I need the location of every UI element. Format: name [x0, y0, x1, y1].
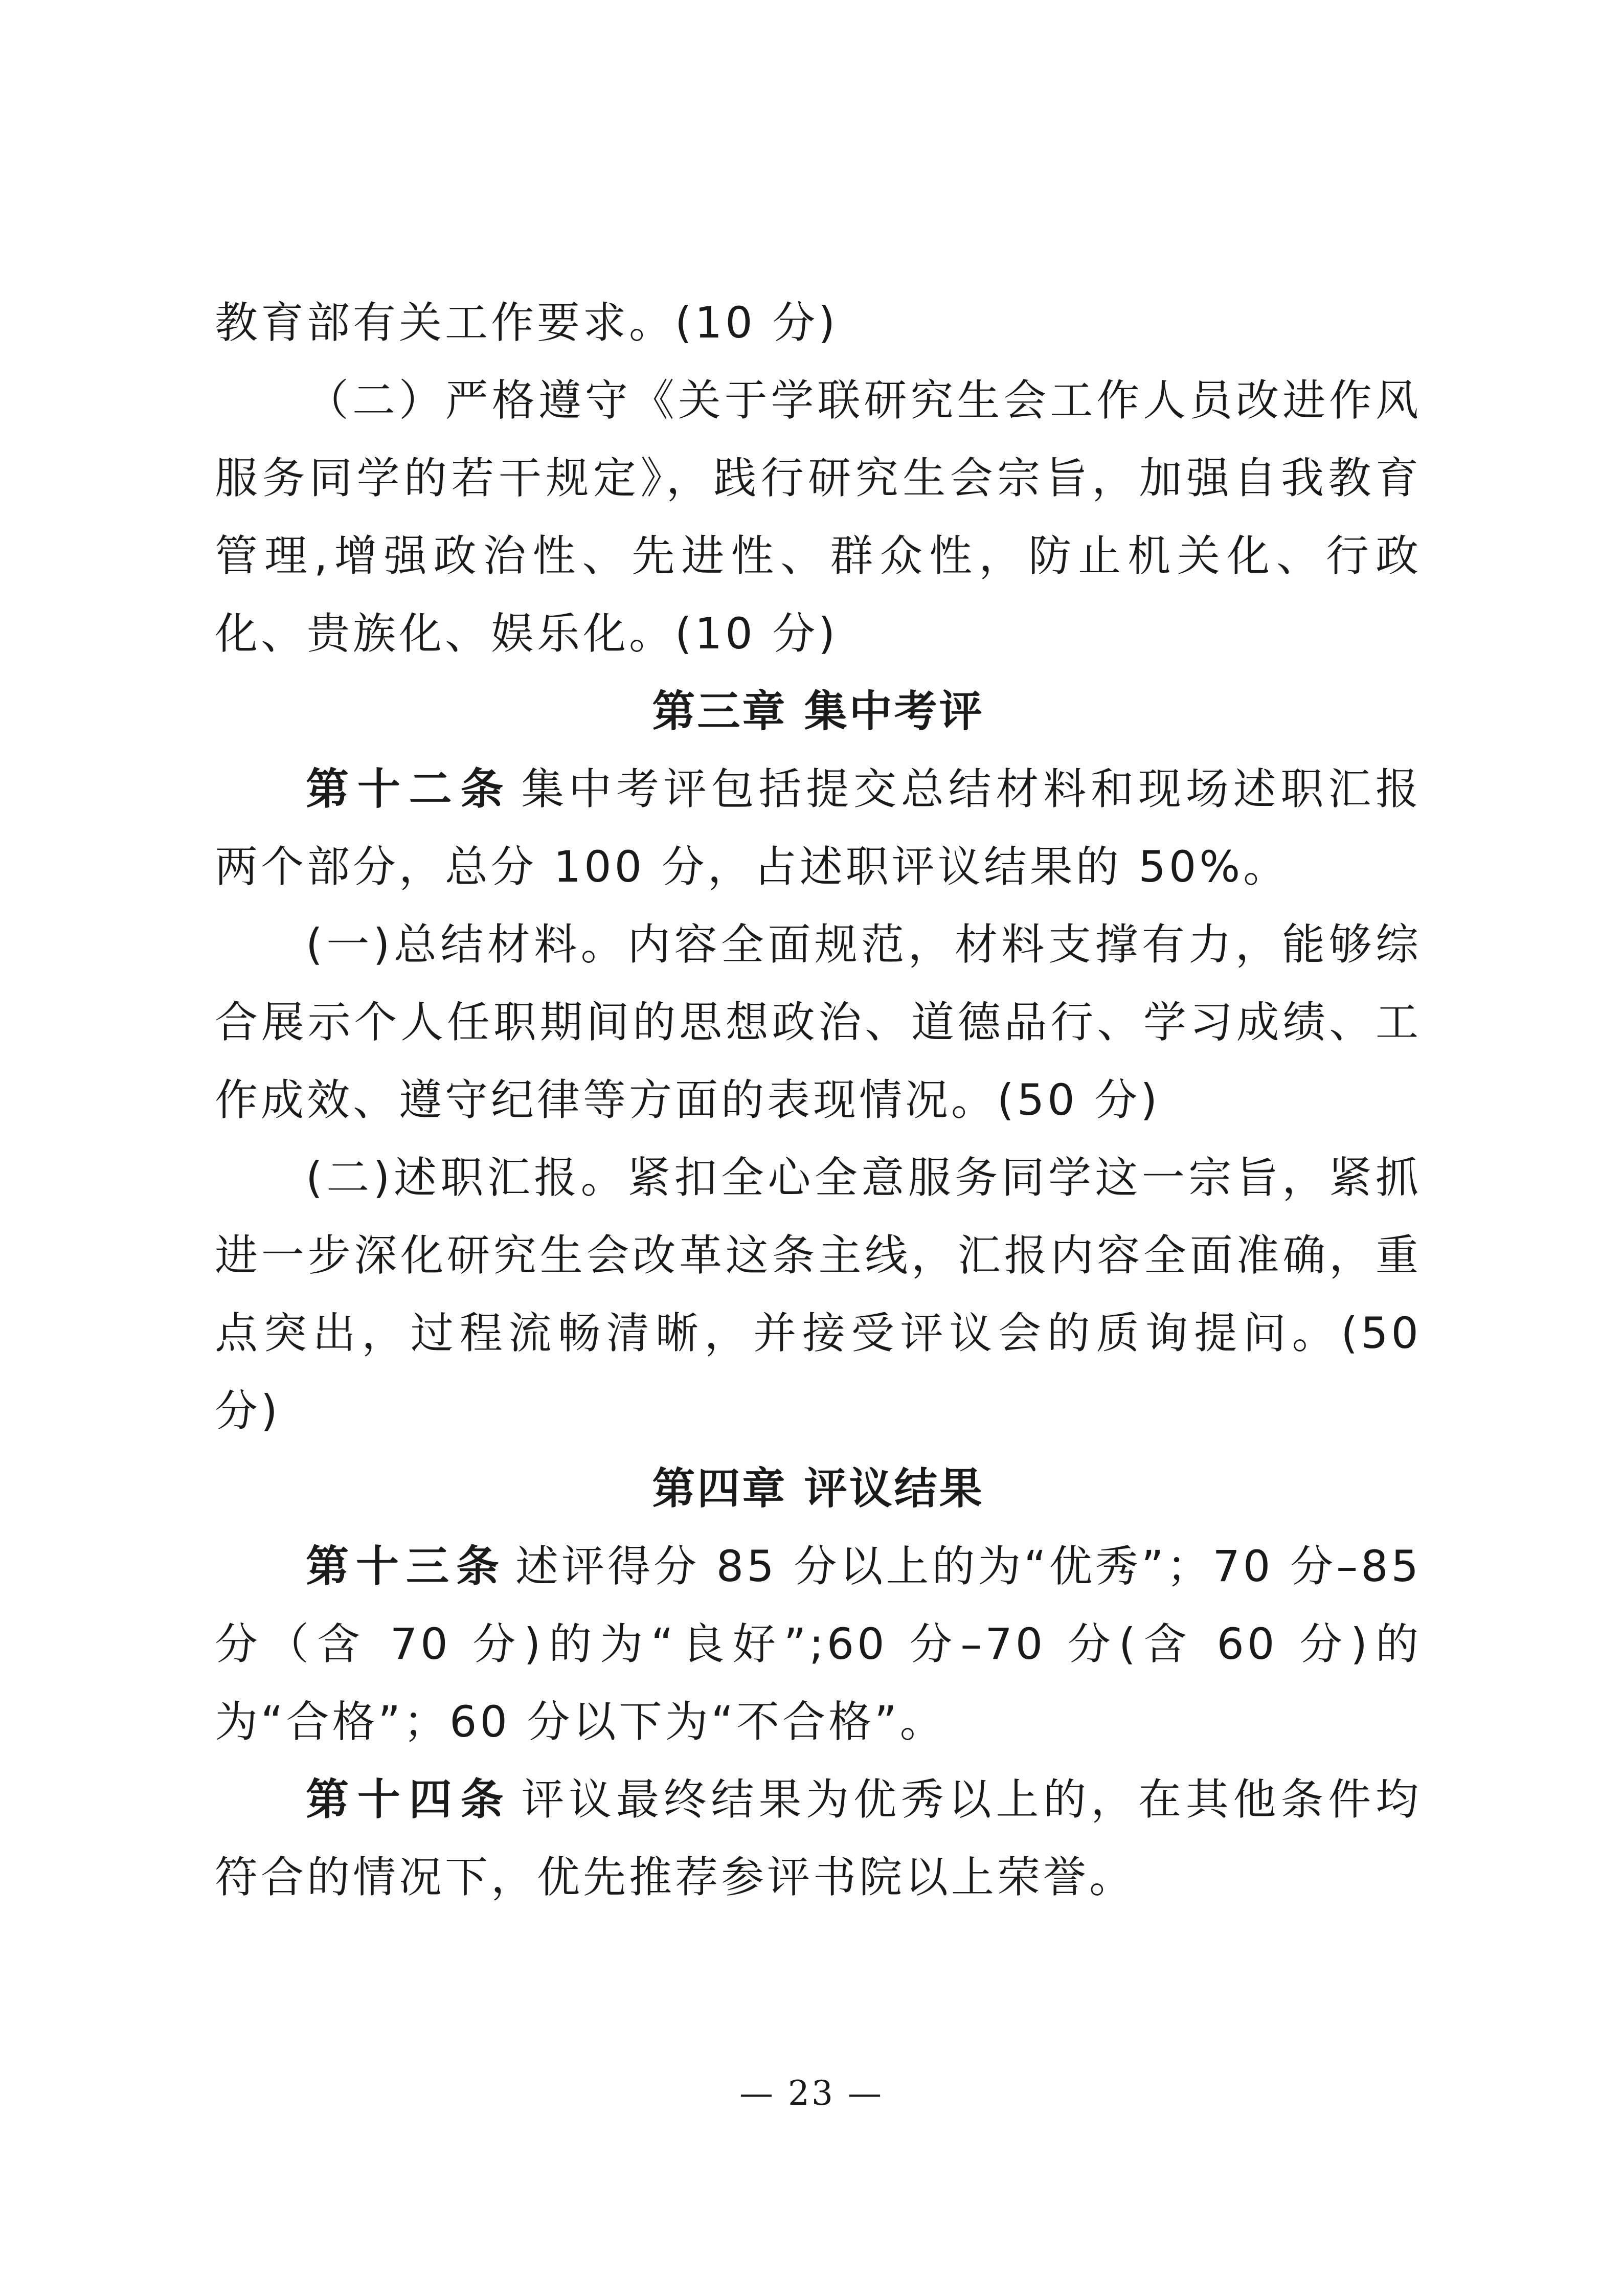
article-12-label: 第十二条: [306, 764, 512, 814]
article-12-item-2: (二)述职汇报。紧扣全心全意服务同学这一宗旨，紧抓进一步深化研究生会改革这条主线，汇报内容全面准确，重点突出，过程流畅清晰，并接受评议会的质询提问。(50 分): [215, 1153, 1422, 1436]
article-13-label: 第十三条: [306, 1541, 507, 1591]
article-13: [215, 1527, 1422, 1761]
article-14-text: 评议最终结果为优秀以上的，在其他条件均符合的情况下，优先推荐参评书院以上荣誉。: [215, 1774, 1422, 1902]
paragraph-item-2: （二）严格遵守《关于学联研究生会工作人员改进作风服务同学的若干规定》，践行研究生会宗旨，加强自我教育管理,增强政治性、先进性、群众性，防止机关化、行政化、贵族化、娱乐化。(10 分): [215, 375, 1422, 659]
article-12: [215, 750, 1422, 906]
article-12-text: 集中考评包括提交总结材料和现场述职汇报两个部分，总分 100 分，占述职评议结果的 50%。: [215, 764, 1422, 892]
chapter-heading-4: 第四章 评议结果: [652, 1464, 984, 1514]
paragraph-continued: 教育部有关工作要求。(10 分): [215, 298, 839, 348]
article-14: [215, 1761, 1422, 1916]
article-14-label: 第十四条: [306, 1774, 512, 1825]
document-body: [215, 284, 1422, 1916]
article-13-text: 述评得分 85 分以上的为“优秀”；70 分–85 分（含 70 分)的为“良好”;60 分–70 分(含 60 分)的为“合格”；60 分以下为“不合格”。: [215, 1541, 1422, 1747]
article-12-item-1: (一)总结材料。内容全面规范，材料支撑有力，能够综合展示个人任职期间的思想政治、道德品行、学习成绩、工作成效、遵守纪律等方面的表现情况。(50 分): [215, 919, 1422, 1125]
chapter-heading-3: 第三章 集中考评: [652, 686, 984, 736]
page-number: — 23 —: [739, 2074, 884, 2113]
